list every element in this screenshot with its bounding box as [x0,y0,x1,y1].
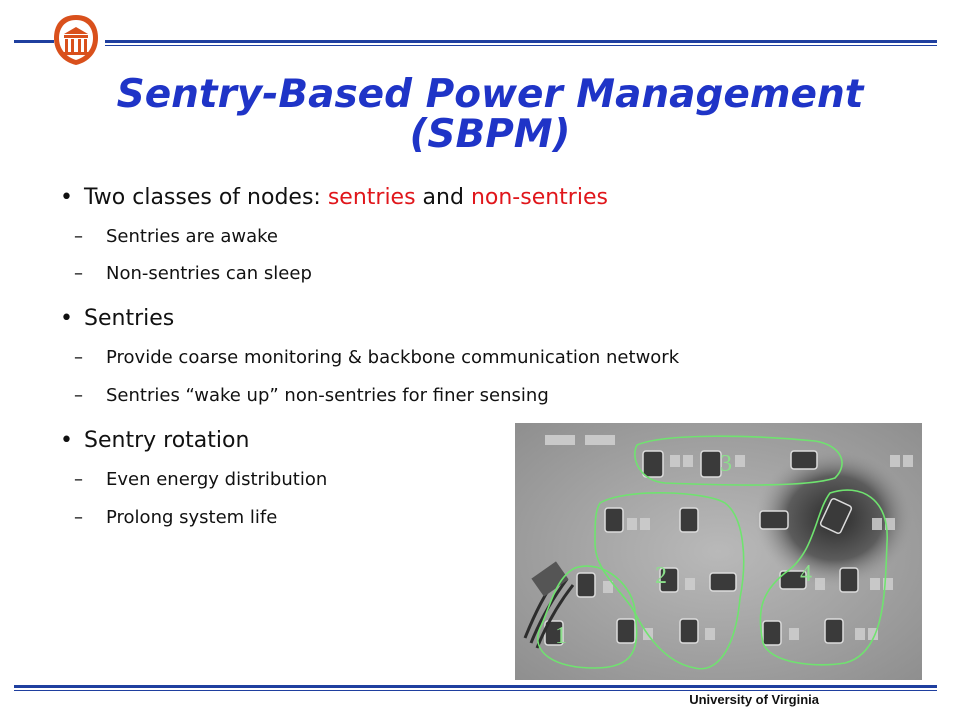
slide-title: Sentry-Based Power Management (SBPM) [116,72,864,157]
bullet-marker: • [60,306,73,331]
sub-bullet [60,263,312,285]
sensor-network-photo [515,423,922,680]
bullet-text: Sentries [84,306,175,331]
header-rule-left [14,40,54,43]
sub-bullet [60,507,277,529]
sub-bullet-text: Even energy distribution [106,469,328,490]
sub-bullet [60,347,679,369]
group-label-3: 3 [720,451,732,477]
sub-bullet-marker: – [74,347,83,368]
bullet-node-classes [60,185,608,211]
group-label-1: 1 [555,623,567,649]
sub-bullet-text: Prolong system life [106,507,278,528]
sub-bullet-marker: – [74,469,83,490]
sub-bullet-text: Non-sentries can sleep [106,263,312,284]
sub-bullet-marker: – [74,507,83,528]
sub-bullet [60,385,549,407]
bullet-marker: • [60,428,73,453]
sub-bullet-text: Provide coarse monitoring & backbone communication network [106,347,680,368]
sub-bullet-marker: – [74,263,83,284]
sub-bullet [60,469,327,491]
bullet-text: Sentry rotation [84,428,250,453]
sub-bullet-marker: – [74,385,83,406]
bullet-marker: • [60,185,73,210]
university-rotunda-logo [50,12,102,68]
footer-university: University of Virginia [689,692,819,707]
sub-bullet-marker: – [74,226,83,247]
sub-bullet-text: Sentries “wake up” non-sentries for finer sensing [106,385,549,406]
sub-bullet-text: Sentries are awake [106,226,279,247]
header-rule-right [105,40,937,43]
bullet-sentry-rotation [60,428,249,454]
sub-bullet [60,226,278,248]
bullet-text: Two classes of nodes: [84,185,328,210]
group-label-4: 4 [800,561,812,587]
highlight-non-sentries: non-sentries [470,185,608,210]
highlight-sentries: sentries [327,185,416,210]
bullet-text-and: and [415,185,471,210]
footer-rule-thin [14,690,937,691]
header-rule-right-thin [105,45,937,46]
footer-rule [14,685,937,688]
bullet-sentries [60,306,174,332]
group-label-2: 2 [655,563,667,589]
